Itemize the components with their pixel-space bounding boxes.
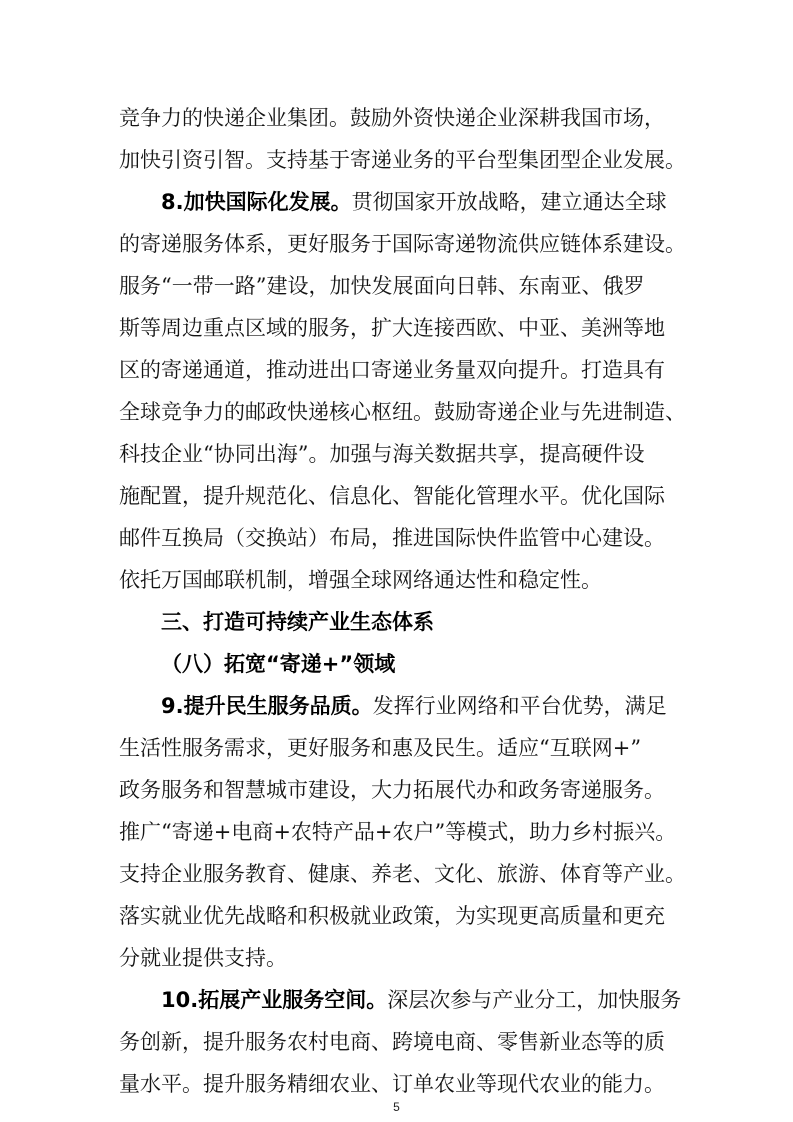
body-line: 区的寄递通道，推动进出口寄递业务量双向提升。打造具有 bbox=[119, 358, 665, 382]
body-line: 落实就业优先战略和积极就业政策，为实现更高质量和更充 bbox=[119, 904, 665, 928]
paragraph-start-line bbox=[0, 982, 793, 1018]
body-text: 发挥行业网络和平台优势，满足 bbox=[372, 694, 667, 718]
body-line: 竞争力的快递企业集团。鼓励外资快递企业深耕我国市场， bbox=[119, 106, 665, 130]
item-heading: 10.拓展产业服务空间。 bbox=[161, 988, 388, 1012]
body-text: 贯彻国家开放战略，建立通达全球 bbox=[351, 190, 667, 214]
section-heading: 三、打造可持续产业生态体系 bbox=[161, 610, 434, 634]
subsection-heading: （八）拓宽“寄递+”领域 bbox=[161, 652, 396, 676]
paragraph-start-line bbox=[0, 688, 793, 724]
body-line: 科技企业“协同出海”。加强与海关数据共享，提高硬件设 bbox=[119, 442, 645, 466]
body-line: 服务“一带一路”建设，加快发展面向日韩、东南亚、俄罗 bbox=[119, 274, 645, 298]
body-line: 全球竞争力的邮政快递核心枢纽。鼓励寄递企业与先进制造、 bbox=[119, 400, 686, 424]
item-heading: 8.加快国际化发展。 bbox=[161, 190, 352, 214]
body-line: 生活性服务需求，更好服务和惠及民生。适应“互联网+” bbox=[119, 736, 642, 760]
body-line: 斯等周边重点区域的服务，扩大连接西欧、中亚、美洲等地 bbox=[119, 316, 665, 340]
body-line: 施配置，提升规范化、信息化、智能化管理水平。优化国际 bbox=[119, 484, 665, 508]
body-line: 加快引资引智。支持基于寄递业务的平台型集团型企业发展。 bbox=[119, 148, 686, 172]
body-line: 量水平。提升服务精细农业、订单农业等现代农业的能力。 bbox=[119, 1072, 665, 1096]
body-line: 推广“寄递+电商+农特产品+农户”等模式，助力乡村振兴。 bbox=[119, 820, 677, 844]
body-line: 务创新，提升服务农村电商、跨境电商、零售新业态等的质 bbox=[119, 1030, 665, 1054]
page-number: 5 bbox=[393, 1100, 400, 1114]
body-line: 依托万国邮联机制，增强全球网络通达性和稳定性。 bbox=[119, 568, 602, 592]
paragraph-start-line bbox=[0, 184, 793, 220]
body-line: 分就业提供支持。 bbox=[119, 946, 287, 970]
body-line: 支持企业服务教育、健康、养老、文化、旅游、体育等产业。 bbox=[119, 862, 686, 886]
body-line: 政务服务和智慧城市建设，大力拓展代办和政务寄递服务。 bbox=[119, 778, 665, 802]
item-heading: 9.提升民生服务品质。 bbox=[161, 694, 373, 718]
body-line: 的寄递服务体系，更好服务于国际寄递物流供应链体系建设。 bbox=[119, 232, 686, 256]
body-line: 邮件互换局（交换站）布局，推进国际快件监管中心建设。 bbox=[119, 526, 665, 550]
body-text: 深层次参与产业分工，加快服务 bbox=[387, 988, 682, 1012]
